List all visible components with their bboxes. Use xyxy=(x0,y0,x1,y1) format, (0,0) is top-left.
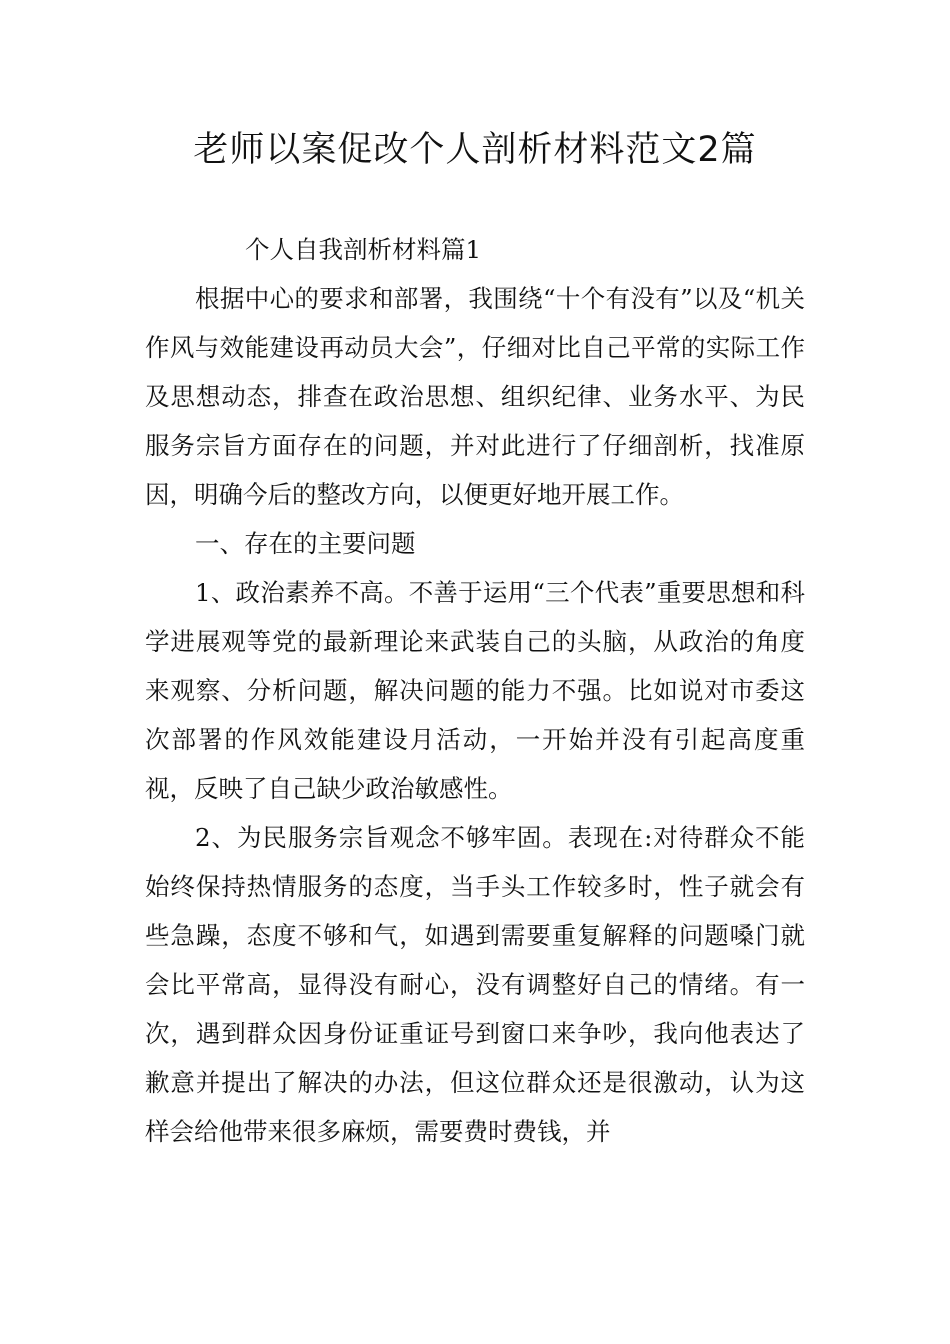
section-heading: 个人自我剖析材料篇1 xyxy=(245,235,482,264)
intro-paragraph: 根据中心的要求和部署，我围绕“十个有没有”以及“机关作风与效能建设再动员大会”，仔细对比自己平常的实际工作及思想动态，排查在政治思想、组织纪律、业务水平、为民服务宗旨方面存在的问题，并对此进行了仔细剖析，找准原因，明确今后的整改方向，以便更好地开展工作。 xyxy=(145,284,805,509)
section-heading-problems: 一、存在的主要问题 xyxy=(195,529,416,558)
document-body xyxy=(145,225,805,1156)
problem-paragraph-1: 1、政治素养不高。不善于运用“三个代表”重要思想和科学进展观等党的最新理论来武装自己的头脑，从政治的角度来观察、分析问题，解决问题的能力不强。比如说对市委这次部署的作风效能建设月活动，一开始并没有引起高度重视，反映了自己缺少政治敏感性。 xyxy=(145,578,805,803)
document-title: 老师以案促改个人剖析材料范文2篇 xyxy=(193,130,757,170)
problem-paragraph-2: 2、为民服务宗旨观念不够牢固。表现在:对待群众不能始终保持热情服务的态度，当手头工作较多时，性子就会有些急躁，态度不够和气，如遇到需要重复解释的问题嗓门就会比平常高，显得没有耐心，没有调整好自己的情绪。有一次，遇到群众因身份证重证号到窗口来争吵，我向他表达了歉意并提出了解决的办法，但这位群众还是很激动，认为这样会给他带来很多麻烦，需要费时费钱，并 xyxy=(145,823,805,1146)
